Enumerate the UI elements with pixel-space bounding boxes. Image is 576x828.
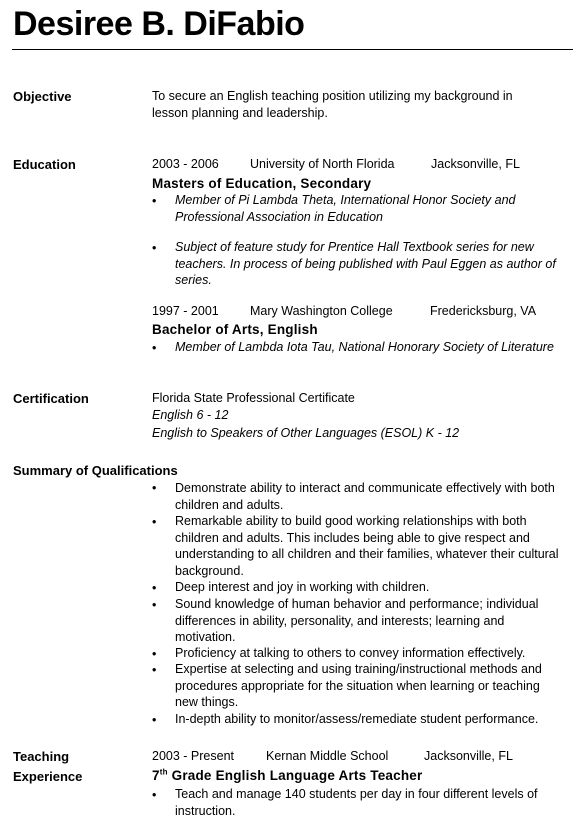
edu-1-school: University of North Florida: [250, 157, 395, 171]
bullet-icon: •: [152, 713, 157, 727]
bullet-icon: •: [152, 598, 157, 612]
exp-school: Kernan Middle School: [266, 749, 389, 763]
edu-2-degree: Bachelor of Arts, English: [152, 322, 318, 337]
qual-bullet-7: In-depth ability to monitor/assess/remediate student performance.: [175, 712, 539, 726]
edu-2-dates: 1997 - 2001: [152, 304, 219, 318]
resume-name: Desiree B. DiFabio: [13, 5, 305, 43]
bullet-icon: •: [152, 241, 157, 255]
exp-title-num: 7: [152, 768, 160, 783]
header-rule: [12, 49, 573, 50]
bullet-icon: •: [152, 647, 157, 661]
cert-line-2: English 6 - 12: [152, 408, 229, 422]
edu-1-bullet-2: Subject of feature study for Prentice Hall Textbook series for new teachers. In process of being published with Paul Eggen as author of series.: [175, 240, 556, 287]
qual-bullet-1: Demonstrate ability to interact and communicate effectively with both children and adults.: [175, 481, 555, 512]
experience-label-line-2: Experience: [13, 769, 83, 784]
bullet-icon: •: [152, 788, 157, 802]
edu-1-bullet-1: Member of Pi Lambda Theta, International Honor Society and Professional Association in Education: [175, 193, 516, 224]
qualifications-label: Summary of Qualifications: [13, 463, 178, 478]
qual-bullet-3: Deep interest and joy in working with children.: [175, 580, 430, 594]
edu-2-bullet-1: Member of Lambda Iota Tau, National Honorary Society of Literature: [175, 340, 554, 354]
bullet-icon: •: [152, 663, 157, 677]
bullet-icon: •: [152, 341, 157, 355]
exp-dates: 2003 - Present: [152, 749, 234, 763]
edu-2-school: Mary Washington College: [250, 304, 393, 318]
qual-bullet-4: Sound knowledge of human behavior and performance; individual differences in ability, personality, and interests; learning and motivation.: [175, 597, 539, 644]
experience-label-line-1: Teaching: [13, 749, 70, 764]
qual-bullet-5: Proficiency at talking to others to convey information effectively.: [175, 646, 526, 660]
edu-1-location: Jacksonville, FL: [431, 157, 520, 171]
exp-title: [152, 767, 422, 785]
edu-2-location: Fredericksburg, VA: [430, 304, 537, 318]
qual-bullet-2: Remarkable ability to build good working relationships with both children and adults. This includes being able to give respect and understanding to all children and their families, whatever their cultural background.: [175, 514, 559, 578]
exp-title-sup: th: [159, 767, 168, 777]
bullet-icon: •: [152, 194, 157, 208]
objective-label: Objective: [13, 89, 72, 104]
edu-1-degree: Masters of Education, Secondary: [152, 176, 372, 191]
edu-1-dates: 2003 - 2006: [152, 157, 219, 171]
exp-bullet-1: Teach and manage 140 students per day in four different levels of instruction.: [175, 787, 538, 818]
bullet-icon: •: [152, 481, 157, 495]
objective-text: To secure an English teaching position utilizing my background in lesson planning and leadership.: [152, 89, 513, 120]
exp-title-rest: Grade English Language Arts Teacher: [167, 768, 423, 783]
certification-label: Certification: [13, 391, 89, 406]
exp-location: Jacksonville, FL: [424, 749, 513, 763]
bullet-icon: •: [152, 581, 157, 595]
education-label: Education: [13, 157, 76, 172]
cert-line-3: English to Speakers of Other Languages (ESOL) K - 12: [152, 426, 460, 440]
qual-bullet-6: Expertise at selecting and using training/instructional methods and procedures appropriate for the situation when learning or teaching new things.: [175, 662, 542, 709]
bullet-icon: •: [152, 515, 157, 529]
cert-line-1: Florida State Professional Certificate: [152, 391, 355, 405]
